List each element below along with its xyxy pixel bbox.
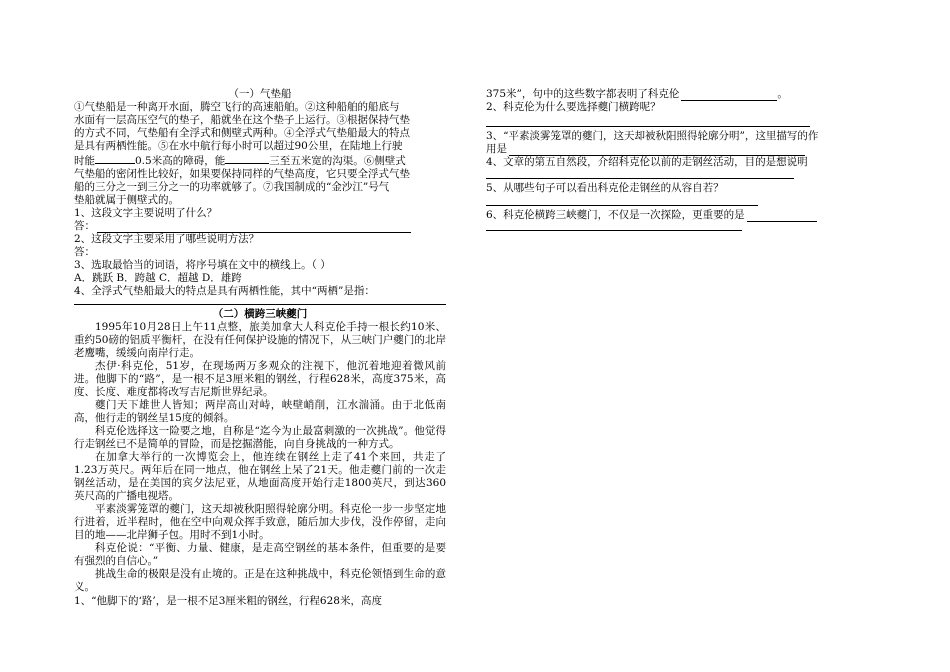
answer-line[interactable] [97,222,411,233]
s2-question-1-text: 375米”，句中的这些数字都表明了科克伦 [486,88,680,100]
s2-paragraph-2: 杰伊·科克伦，51岁，在现场两万多观众的注视下，他沉着地迎着微风前进。他脚下的“路”，是一根不足3厘米粗的钢丝，行程628米，高度375米，高度、长度、难度都将改写吉尼斯世界纪录。 [74,360,446,398]
s1-line-5b: 0.5米高的障碍，能 [135,155,226,167]
period: 。 [777,88,788,100]
s2-question-6: 6、科克伦横跨三峡夔门，不仅是一次探险，更重要的是 [486,209,745,221]
s2-question-1: 1、“他脚下的‘路’，是一根不足3厘米粗的钢丝，行程628米，高度 [74,595,382,607]
s1-line-5 [74,153,446,168]
s1-line-8: 垫船就属于侧壁式的。 [74,194,179,206]
s2-paragraph-8: 挑战生命的极限是没有止境的。正是在这种挑战中，科克伦领悟到生命的意义。 [74,568,446,593]
s1-line-6: 气垫船的密闭性比较好，如果要保持同样的气垫高度，它只要全浮式气垫 [74,168,410,180]
s2-answer-2-line[interactable] [486,114,810,127]
s2-paragraph-5: 在加拿大举行的一次博览会上，他连续在钢丝上走了41个来回，共走了1.23万英尺。两年后在同一地点，他在钢丝上呆了21天。他走夔门前的一次走钢丝活动，是在美国的宾夕法尼亚，从地面高度开始行走1800英尺，到达360英尺高的广播电视塔。 [74,451,446,502]
s2-question-3-continued [486,143,866,156]
s2-question-4: 4、文章的第五自然段，介绍科克伦以前的走钢丝活动，目的是想说明 [486,156,808,168]
s1-question-1: 1、这段文字主要说明了什么？ [74,207,218,219]
section-1-title: （一）气垫船 [228,88,292,100]
blank-2[interactable] [225,153,269,164]
s2-question-2: 2、科克伦为什么要选择夔门横跨呢？ [486,101,661,113]
answer-label: 答： [74,220,95,232]
left-column [74,88,446,608]
s2-question-5: 5、从哪些句子可以看出科克伦走钢丝的从容自若？ [486,182,724,194]
s2-answer-1-line[interactable] [681,90,777,101]
s2-answer-6-line-2[interactable] [486,222,742,231]
s2-question-3-text: 用是 [486,143,507,155]
s1-question-4: 4、全浮式气垫船最大的特点是具有两栖性能，其中“两栖”是指： [74,285,375,297]
s2-paragraph-1: 1995年10月28日上午11点整，旅美加拿大人科克伦手持一根长约10米、重约50磅的铝质平衡杆，在没有任何保护设施的情况下，从三峡门户夔门的北岸老鹰嘴，缓缓向南岸行走。 [74,321,446,359]
s2-question-3: 3、“平素淡雾笼罩的夔门，这天却被秋阳照得轮廓分明”，这里描写的作 [486,130,819,142]
s1-question-3: 3、选取最恰当的词语，将序号填在文中的横线上。（ ） [74,259,331,271]
section-2-title: （二）横跨三峡夔门 [212,308,308,320]
answer-label: 答： [74,246,95,258]
s2-question-6-row [486,209,866,222]
s1-answer-1[interactable] [74,220,446,233]
s1-question-2: 2、这段文字主要采用了哪些说明方法？ [74,233,260,245]
blank-1[interactable] [95,153,135,164]
s2-answer-5-line[interactable] [486,195,758,206]
s1-line-4: 是具有两栖性能。⑤在水中航行每小时可以超过90公里，在陆地上行驶 [74,140,403,152]
s2-paragraph-4: 科克伦选择这一险要之地，自称是“迄今为止最富刺激的一次挑战”。他觉得行走钢丝已不是简单的冒险，而是挖掘潜能，向自身挑战的一种方式。 [74,425,446,450]
s1-line-7: 船的三分之一到三分之一的功率就够了。⑦我国制成的“金沙江”号气 [74,181,390,193]
s1-line-1: ①气垫船是一种离开水面，腾空飞行的高速船舶。②这种船舶的船底与 [74,101,400,113]
s1-answer-4-line[interactable] [74,298,446,305]
s2-answer-4-line[interactable] [486,169,794,179]
s2-paragraph-3: 夔门天下雄世人皆知；两岸高山对峙，峡壁峭削，江水湍涌。由于北低南高，他行走的钢丝呈15度的倾斜。 [74,399,446,424]
s1-line-5c: 三至五米宽的沟渠。⑥侧壁式 [269,155,406,167]
s2-question-1-continued [486,88,866,101]
s2-answer-6-line[interactable] [747,211,817,222]
s1-line-2: 水面有一层高压空气的垫子，船就坐在这个垫子上运行。③根据保持气垫 [74,114,410,126]
s2-paragraph-6: 平素淡雾笼罩的夔门，这天却被秋阳照得轮廓分明。科克伦一步一步坚定地行进着，近半程时，他在空中向观众挥手致意，随后加大步伐，没作停留，走向目的地——北岸狮子包。用时不到1小时。 [74,503,446,541]
s2-paragraph-7: 科克伦说：“平衡、力量、健康，是走高空钢丝的基本条件，但重要的是要有强烈的自信心。” [74,542,446,567]
s1-line-5a: 时能 [74,155,95,167]
right-column [486,88,866,234]
s2-answer-3-line[interactable] [509,145,805,156]
s1-answer-2[interactable] [74,246,446,259]
s1-line-3: 的方式不同，气垫船有全浮式和侧壁式两种。④全浮式气垫船最大的特点 [74,127,410,139]
s1-question-3-options: A．跳跃 B．跨越 C．超越 D．雄跨 [74,272,242,284]
